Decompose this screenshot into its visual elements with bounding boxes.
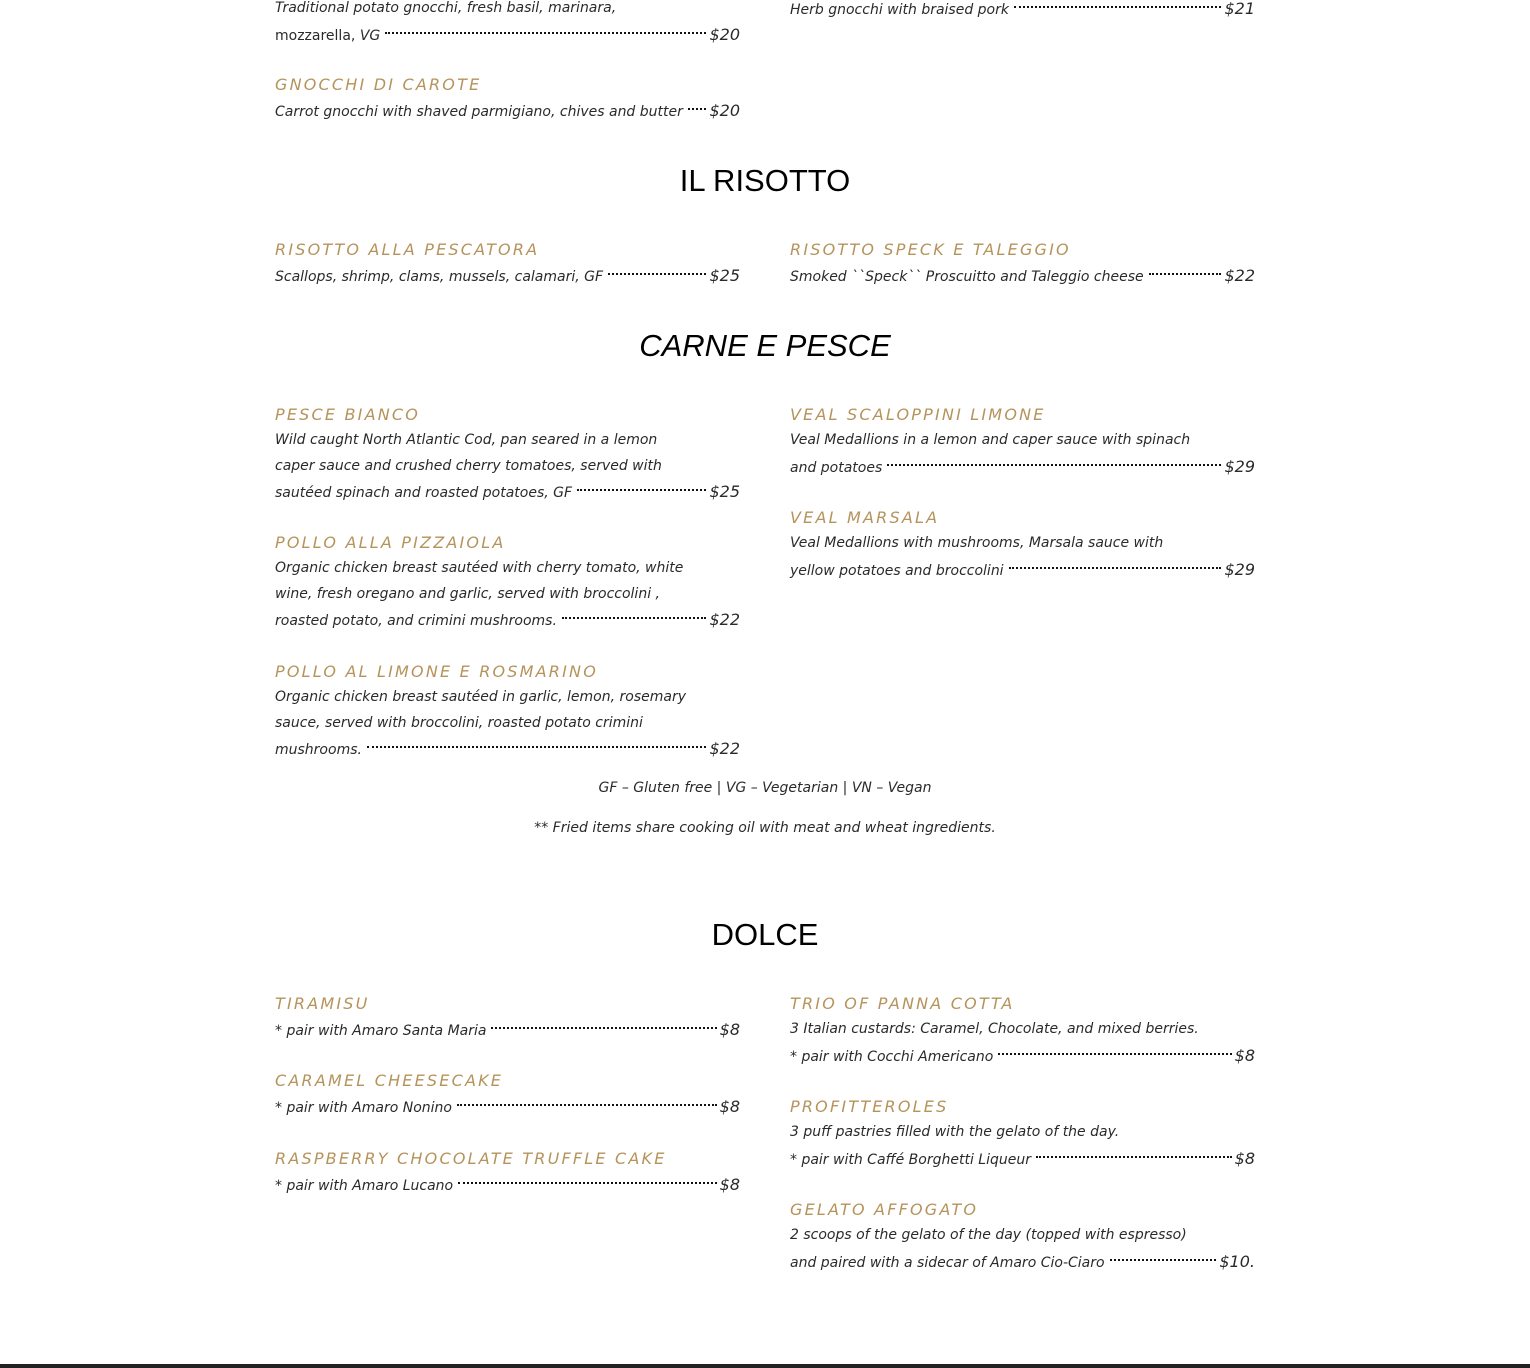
menu-item-gnocchi-traditional bbox=[275, 0, 740, 47]
dotted-leader bbox=[577, 489, 706, 491]
dotted-leader bbox=[688, 108, 707, 110]
menu-item-veal-scaloppini bbox=[790, 402, 1255, 479]
dotted-leader bbox=[385, 32, 706, 34]
item-price-line bbox=[275, 1017, 740, 1043]
item-price: $21 bbox=[1224, 0, 1255, 18]
item-title: VEAL MARSALA bbox=[790, 508, 940, 527]
item-description-line: Organic chicken breast sautéed in garlic, lemon, rosemary bbox=[275, 689, 686, 705]
menu-item-pollo-pizzaiola bbox=[275, 530, 740, 633]
dietary-legend: GF – Gluten free | VG – Vegetarian | VN – Vegan bbox=[598, 780, 932, 796]
item-title: TIRAMISU bbox=[275, 994, 370, 1013]
item-description-line: Traditional potato gnocchi, fresh basil, marinara, bbox=[275, 0, 617, 16]
item-price-line bbox=[790, 557, 1255, 583]
item-title: RASPBERRY CHOCOLATE TRUFFLE CAKE bbox=[275, 1149, 667, 1168]
dotted-leader bbox=[562, 617, 707, 619]
item-price: $8 bbox=[1234, 1045, 1255, 1065]
menu-item-risotto-speck bbox=[790, 237, 1255, 289]
item-price: $8 bbox=[1234, 1148, 1255, 1168]
item-description-line: mozzarella, bbox=[275, 27, 356, 44]
item-description-line: Carrot gnocchi with shaved parmigiano, chives and butter bbox=[275, 104, 683, 120]
item-price: $20 bbox=[709, 101, 740, 120]
item-description-line: mushrooms. bbox=[275, 742, 362, 759]
item-price: $8 bbox=[719, 1097, 740, 1116]
item-price-line bbox=[790, 1146, 1255, 1172]
item-price-line bbox=[275, 1094, 740, 1120]
item-title: POLLO AL LIMONE E ROSMARINO bbox=[275, 662, 599, 681]
item-price-line bbox=[275, 263, 740, 289]
item-description-line: * pair with Cocchi Americano bbox=[790, 1048, 994, 1065]
item-price-line bbox=[275, 479, 740, 505]
item-price-line bbox=[275, 22, 740, 48]
item-description-line: caper sauce and crushed cherry tomatoes, served with bbox=[275, 457, 662, 474]
item-price-line bbox=[790, 263, 1255, 289]
item-price: $10. bbox=[1219, 1251, 1255, 1271]
dotted-leader bbox=[1149, 273, 1222, 275]
item-title: RISOTTO ALLA PESCATORA bbox=[275, 240, 540, 259]
menu-item-gnocchi-herb bbox=[790, 0, 1255, 22]
menu-item-profitteroles bbox=[790, 1094, 1255, 1171]
dotted-leader bbox=[1110, 1259, 1217, 1261]
dotted-leader bbox=[457, 1104, 717, 1106]
item-title: PESCE BIANCO bbox=[275, 405, 421, 424]
item-price: $20 bbox=[709, 24, 740, 44]
item-description-line: * pair with Amaro Nonino bbox=[275, 1100, 452, 1116]
dotted-leader bbox=[1014, 6, 1221, 8]
item-description-line: 3 Italian custards: Caramel, Chocolate, and mixed berries. bbox=[790, 1021, 1199, 1037]
item-price-line bbox=[790, 1249, 1255, 1275]
item-description-line: and paired with a sidecar of Amaro Cio-Ciaro bbox=[790, 1254, 1105, 1271]
item-description-line: Smoked ``Speck`` Proscuitto and Taleggio cheese bbox=[790, 269, 1144, 285]
item-price: $22 bbox=[709, 739, 740, 759]
item-description-line: 3 puff pastries filled with the gelato of the day. bbox=[790, 1124, 1120, 1140]
section-heading-carne-e-pesce: CARNE E PESCE bbox=[639, 328, 891, 363]
menu-item-pollo-limone-rosmarino bbox=[275, 659, 740, 762]
item-price: $29 bbox=[1224, 559, 1255, 579]
menu-item-risotto-pescatora bbox=[275, 237, 740, 289]
item-price-line bbox=[790, 1043, 1255, 1069]
item-price: $25 bbox=[709, 482, 740, 502]
item-price-line bbox=[275, 98, 740, 124]
item-title: GELATO AFFOGATO bbox=[790, 1200, 979, 1219]
item-price-line bbox=[275, 736, 740, 762]
item-description-line: Scallops, shrimp, clams, mussels, calamari, GF bbox=[275, 269, 604, 285]
item-price-line bbox=[275, 1172, 740, 1198]
dotted-leader bbox=[608, 273, 706, 275]
item-description-line: sautéed spinach and roasted potatoes, GF bbox=[275, 485, 573, 502]
dotted-leader bbox=[998, 1053, 1231, 1055]
menu-item-panna-cotta bbox=[790, 991, 1255, 1068]
item-description-line: * pair with Caffé Borghetti Liqueur bbox=[790, 1151, 1031, 1168]
dotted-leader bbox=[458, 1182, 717, 1184]
item-description-line: * pair with Amaro Santa Maria bbox=[275, 1023, 487, 1039]
item-description-line: roasted potato, and crimini mushrooms. bbox=[275, 613, 557, 630]
item-price: $22 bbox=[709, 610, 740, 630]
item-description-line: yellow potatoes and broccolini bbox=[790, 562, 1004, 579]
item-price: $8 bbox=[719, 1020, 740, 1039]
dotted-leader bbox=[491, 1027, 716, 1029]
menu-item-raspberry-truffle-cake bbox=[275, 1146, 740, 1198]
dotted-leader bbox=[887, 464, 1221, 466]
item-title: GNOCCHI DI CAROTE bbox=[275, 75, 482, 94]
bottom-divider bbox=[0, 1364, 1530, 1368]
item-description-line: Veal Medallions with mushrooms, Marsala sauce with bbox=[790, 535, 1164, 551]
menu-item-gelato-affogato bbox=[790, 1197, 1255, 1274]
menu-item-caramel-cheesecake bbox=[275, 1068, 740, 1120]
dotted-leader bbox=[1036, 1156, 1232, 1158]
item-description-line: Herb gnocchi with braised pork bbox=[790, 2, 1009, 18]
menu-item-veal-marsala bbox=[790, 505, 1255, 582]
fried-items-note: ** Fried items share cooking oil with meat and wheat ingredients. bbox=[534, 820, 996, 836]
item-title: PROFITTEROLES bbox=[790, 1097, 949, 1116]
item-price-line bbox=[790, 0, 1255, 22]
item-price: $25 bbox=[709, 266, 740, 285]
item-price-line bbox=[790, 454, 1255, 480]
item-title: CARAMEL CHEESECAKE bbox=[275, 1071, 504, 1090]
item-title: POLLO ALLA PIZZAIOLA bbox=[275, 533, 506, 552]
item-description-line: * pair with Amaro Lucano bbox=[275, 1178, 454, 1194]
item-description-line: 2 scoops of the gelato of the day (topped with espresso) bbox=[790, 1227, 1187, 1243]
menu-item-tiramisu bbox=[275, 991, 740, 1043]
item-title: TRIO OF PANNA COTTA bbox=[790, 994, 1015, 1013]
item-description-line: Organic chicken breast sautéed with cherry tomato, white bbox=[275, 560, 684, 576]
item-price-line bbox=[275, 607, 740, 633]
item-title: VEAL SCALOPPINI LIMONE bbox=[790, 405, 1046, 424]
item-description-line: wine, fresh oregano and garlic, served with broccolini , bbox=[275, 585, 660, 602]
menu-item-gnocchi-carote bbox=[275, 72, 740, 124]
item-price: $22 bbox=[1224, 266, 1255, 285]
item-price: $29 bbox=[1224, 456, 1255, 476]
item-title: RISOTTO SPECK E TALEGGIO bbox=[790, 240, 1071, 259]
section-heading-dolce: DOLCE bbox=[711, 917, 819, 952]
item-description-line: Wild caught North Atlantic Cod, pan seared in a lemon bbox=[275, 432, 658, 448]
item-description-line: Veal Medallions in a lemon and caper sauce with spinach bbox=[790, 432, 1191, 448]
dotted-leader bbox=[367, 746, 707, 748]
menu-item-pesce-bianco bbox=[275, 402, 740, 505]
item-description-line: sauce, served with broccolini, roasted potato crimini bbox=[275, 714, 643, 731]
section-heading-risotto: IL RISOTTO bbox=[679, 163, 851, 198]
dietary-tag: VG bbox=[359, 27, 381, 44]
dotted-leader bbox=[1009, 567, 1222, 569]
item-description-line: and potatoes bbox=[790, 459, 883, 476]
item-price: $8 bbox=[719, 1175, 740, 1194]
